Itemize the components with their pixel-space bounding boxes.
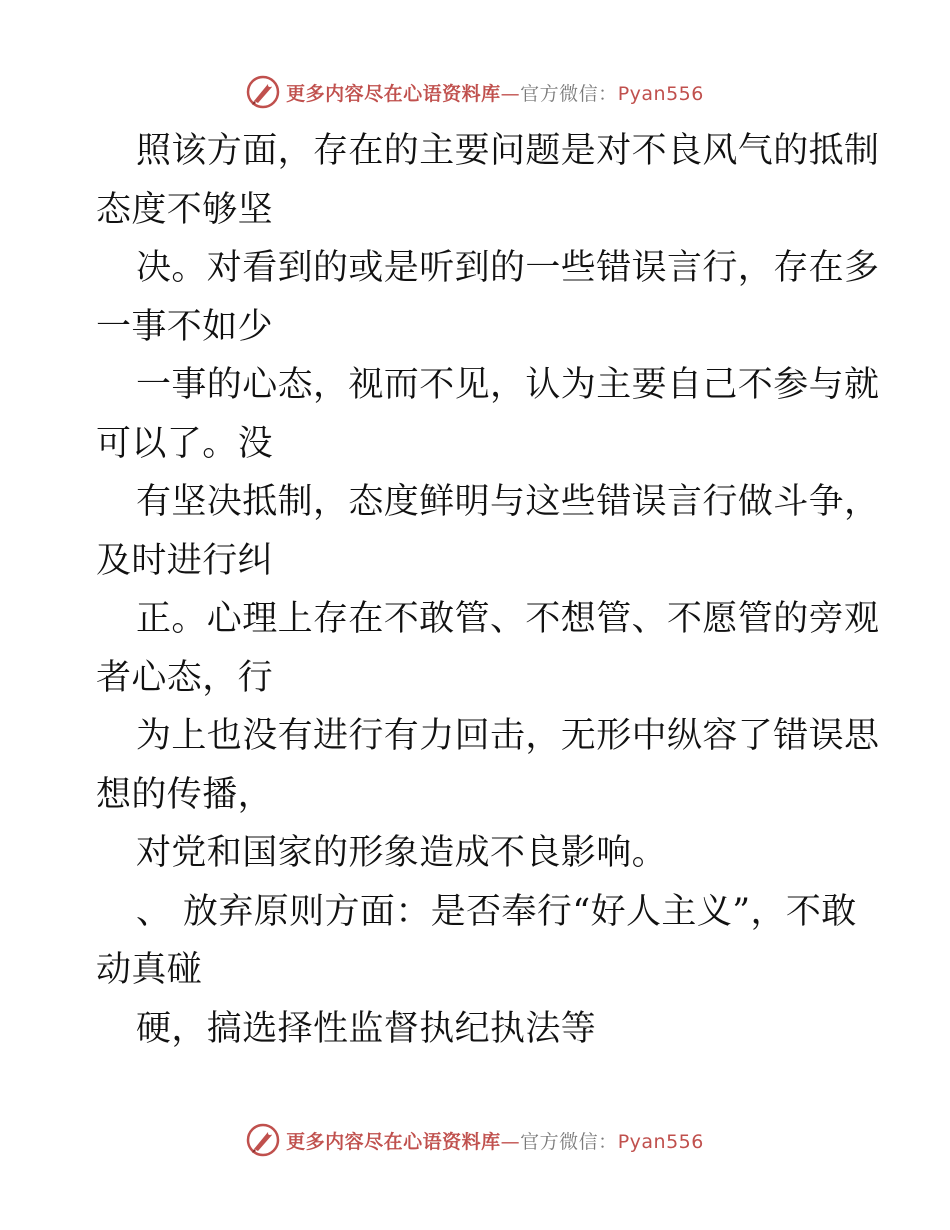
header-watermark <box>0 72 950 112</box>
body-line: 态度不够坚 <box>96 189 274 230</box>
watermark-dash: — <box>500 82 521 105</box>
body-line: 想的传播， <box>96 774 274 815</box>
body-line: 及时进行纠 <box>96 540 274 581</box>
pen-logo-icon <box>246 1123 280 1157</box>
watermark-wechat-id: Pyan556 <box>617 1130 704 1153</box>
footer-watermark <box>0 1120 950 1160</box>
body-line: 一事的心态，视而不见，认为主要自己不参与就 <box>136 365 880 405</box>
document-body <box>96 122 880 1058</box>
body-line: 为上也没有进行有力回击，无形中纵容了错误思 <box>136 716 880 756</box>
body-line: 照该方面，存在的主要问题是对不良风气的抵制 <box>136 131 880 171</box>
watermark-brand-text: 更多内容尽在心语资料库 <box>286 82 501 105</box>
watermark-wechat-label: 官方微信： <box>520 1130 618 1153</box>
watermark-wechat-label: 官方微信： <box>520 82 618 105</box>
body-line: 动真碰 <box>96 950 203 990</box>
pen-logo-icon <box>246 75 280 109</box>
body-line: 决。对看到的或是听到的一些错误言行，存在多 <box>136 248 880 288</box>
body-line: 硬，搞选择性监督执纪执法等 <box>136 1008 597 1049</box>
watermark-brand-text: 更多内容尽在心语资料库 <box>286 1130 501 1153</box>
watermark-dash: — <box>500 1130 521 1153</box>
body-line: 一事不如少 <box>96 306 274 347</box>
body-line: 、 放弃原则方面：是否奉行“好人主义”，不敢 <box>136 891 857 932</box>
body-line: 正。心理上存在不敢管、不想管、不愿管的旁观 <box>136 599 880 639</box>
body-line: 对党和国家的形象造成不良影响。 <box>136 833 668 873</box>
watermark-wechat-id: Pyan556 <box>617 82 704 105</box>
body-line: 可以了。没 <box>96 423 274 464</box>
body-line: 者心态，行 <box>96 657 274 698</box>
body-line: 有坚决抵制，态度鲜明与这些错误言行做斗争， <box>136 482 880 522</box>
